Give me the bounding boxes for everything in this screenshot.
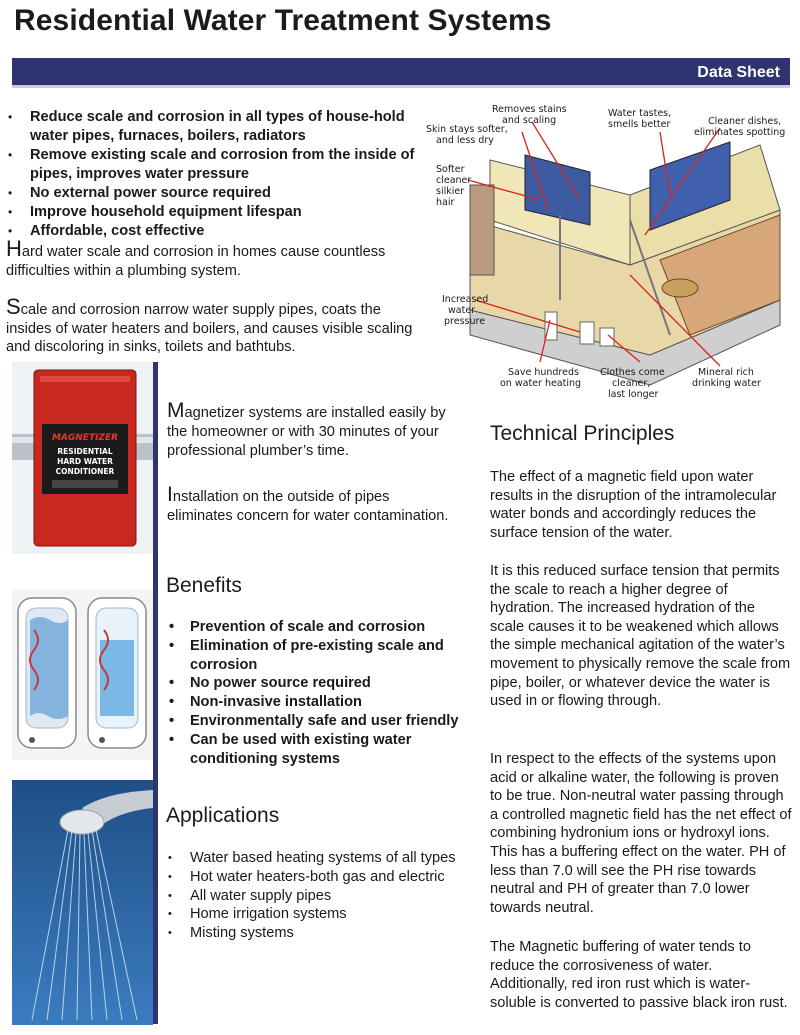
intro-paragraph [6, 294, 426, 357]
label-softer-hair: hair [436, 197, 455, 208]
product-line: HARD WATER [57, 457, 113, 466]
applications-list [166, 849, 476, 943]
drop-cap: S [6, 294, 21, 319]
list-item: • Affordable, cost effective [6, 222, 426, 241]
technical-paragraph: It is this reduced surface tension that permits the scale to reach a higher degree of hydration. The increased hydration of the scale causes it to be weakened which allows the simple mechanical agitation of the water’s movement to physically remove the scale from pipe, boiler, or whatever device the water is used in or flowing through. [490, 563, 791, 710]
technical-paragraph: In respect to the effects of the systems upon acid or alkaline water, the following is proven to be true. Non-neutral water passing through a controlled magnetic field has the net effect of combining hydronium ions or hydroxyl ions. This has a buffering effect on the water. PH of less than 7.0 will see the PH rise towards neutral and PH of greater than 7.0 lower towards neutral. [490, 751, 792, 916]
label-save-hundreds: on water heating [500, 378, 582, 389]
paragraph-text: ard water scale and corrosion in homes cause countless difficulties within a plumbing system. [6, 244, 386, 279]
product-photo [12, 362, 153, 554]
column-divider [153, 362, 158, 1024]
drop-cap: M [167, 399, 185, 422]
label-water-tastes: smells better [608, 119, 671, 130]
list-item: • All water supply pipes [166, 887, 476, 906]
label-clothes-cleaner: Clothes come [600, 367, 665, 378]
label-softer-hair: silkier [436, 186, 465, 197]
label-cleaner-dishes: Cleaner dishes, [708, 116, 782, 127]
label-mineral-rich: drinking water [692, 378, 761, 389]
label-water-tastes: Water tastes, [608, 108, 672, 119]
technical-paragraph: The Magnetic buffering of water tends to reduce the corrosiveness of water. Additionally, red iron rust which is water-soluble is converted to passive black iron rust. [490, 939, 788, 1011]
label-softer-hair: cleaner [436, 175, 472, 186]
label-removes-stains: and scaling [502, 115, 557, 126]
list-item: • Improve household equipment lifespan [6, 203, 426, 222]
header-banner [12, 58, 790, 88]
house-cutaway-illustration [426, 100, 795, 400]
list-item: • Home irrigation systems [166, 905, 476, 924]
list-item: • No external power source required [6, 184, 426, 203]
label-mineral-rich: Mineral rich [698, 367, 754, 378]
label-clothes-cleaner: last longer [608, 389, 659, 400]
feature-list [6, 108, 426, 241]
list-item: • Hot water heaters-both gas and electric [166, 868, 476, 887]
label-increased-pressure: water [448, 305, 476, 316]
list-item: • Remove existing scale and corrosion from the inside of pipes, improves water pressure [6, 146, 426, 184]
magnetizer-paragraph [167, 483, 457, 526]
intro-paragraph [6, 236, 426, 280]
paragraph-text: nstallation on the outside of pipes eliminates concern for water contamination. [167, 489, 449, 524]
label-skin-softer: Skin stays softer, [426, 124, 508, 135]
label-skin-softer: and less dry [436, 135, 494, 146]
product-brand: MAGNETIZER [51, 433, 119, 443]
applications-heading: Applications [166, 804, 280, 827]
drop-cap: I [167, 483, 173, 506]
paragraph-text: cale and corrosion narrow water supply pipes, coats the insides of water heaters and boilers, and causes visible scaling and discoloring in sinks, toilets and bathtubs. [6, 302, 413, 355]
label-increased-pressure: Increased [442, 294, 489, 305]
label-cleaner-dishes: eliminates spotting [694, 127, 786, 138]
magnetizer-paragraph [167, 399, 467, 461]
label-clothes-cleaner: cleaner, [612, 378, 651, 389]
list-item: • Environmentally safe and user friendly [166, 712, 476, 731]
list-item: • Elimination of pre-existing scale and corrosion [166, 637, 476, 675]
paragraph-text: agnetizer systems are installed easily by the homeowner or with 30 minutes of your professional plumber’s time. [167, 405, 446, 459]
list-item: • Can be used with existing water conditioning systems [166, 731, 476, 769]
pipe-comparison-photo [12, 590, 153, 760]
benefits-list [166, 618, 476, 768]
list-item: • Misting systems [166, 924, 476, 943]
list-item: • Reduce scale and corrosion in all types of house-hold water pipes, furnaces, boilers, radiators [6, 108, 426, 146]
technical-heading: Technical Principles [490, 422, 675, 445]
product-line: RESIDENTIAL [57, 447, 113, 456]
label-softer-hair: Softer [436, 164, 465, 175]
list-item: • No power source required [166, 674, 476, 693]
label-removes-stains: Removes stains [492, 104, 567, 115]
list-item: • Non-invasive installation [166, 693, 476, 712]
label-increased-pressure: pressure [444, 316, 486, 327]
shower-head-photo [12, 780, 153, 1025]
technical-paragraph: The effect of a magnetic field upon water results in the disruption of the intramolecular water bonds and accordingly reduces the surface tension of the water. [490, 469, 777, 541]
page-title: Residential Water Treatment Systems [14, 4, 552, 37]
banner-label: Data Sheet [697, 64, 780, 81]
product-line: CONDITIONER [55, 467, 115, 476]
list-item: • Prevention of scale and corrosion [166, 618, 476, 637]
label-save-hundreds: Save hundreds [508, 367, 579, 378]
drop-cap: H [6, 236, 22, 261]
benefits-heading: Benefits [166, 574, 242, 597]
list-item: • Water based heating systems of all types [166, 849, 476, 868]
